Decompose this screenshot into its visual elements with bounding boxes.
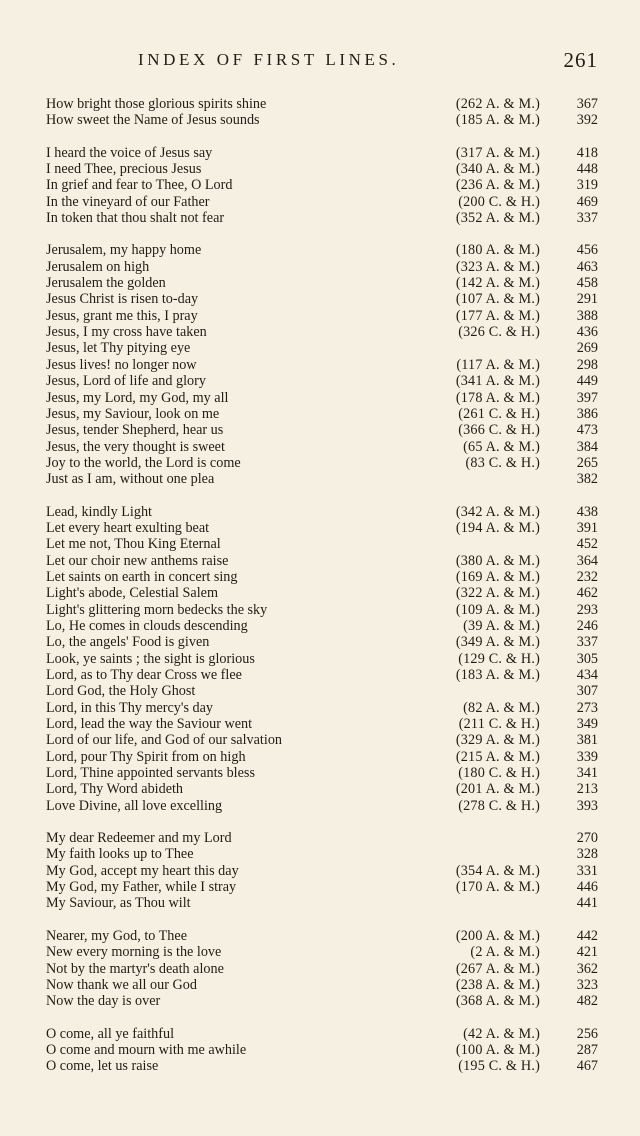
hymnal-reference: (354 A. & M.) [455, 862, 540, 879]
hymn-first-line: Jesus, I my cross have taken [46, 324, 207, 341]
index-entry [46, 602, 598, 618]
hymn-first-line: O come and mourn with me awhile [46, 1041, 247, 1058]
hymnal-reference: (323 A. & M.) [455, 258, 540, 275]
index-entry [46, 667, 598, 683]
hymnal-reference: (349 A. & M.) [455, 634, 540, 651]
hymn-first-line: Just as I am, without one plea [46, 471, 215, 488]
index-entry [46, 455, 598, 471]
letter-group [46, 145, 598, 227]
hymn-first-line: Lo, He comes in clouds descending [46, 617, 248, 634]
hymn-page-number: 270 [576, 830, 598, 847]
hymn-page-number: 434 [576, 667, 598, 683]
index-entry [46, 977, 598, 993]
index-entry [46, 210, 598, 226]
hymn-page-number: 246 [576, 617, 598, 634]
hymnal-reference: (2 A. & M.) [470, 944, 540, 961]
hymn-page-number: 381 [576, 732, 598, 749]
hymnal-reference: (180 C. & H.) [458, 765, 540, 782]
hymn-first-line: Jesus Christ is risen to-day [46, 291, 199, 308]
hymnal-reference: (185 A. & M.) [455, 112, 540, 129]
hymn-first-line: I heard the voice of Jesus say [46, 144, 213, 161]
hymn-first-line: Lord, in this Thy mercy's day [46, 699, 214, 716]
hymnal-reference: (201 A. & M.) [455, 781, 540, 798]
hymnal-reference: (107 A. & M.) [455, 291, 540, 308]
hymn-first-line: Jesus, Lord of life and glory [46, 373, 206, 390]
hymnal-reference: (169 A. & M.) [455, 568, 540, 585]
hymnal-reference: (177 A. & M.) [455, 307, 540, 324]
hymnal-reference: (109 A. & M.) [455, 601, 540, 618]
hymn-first-line: Let our choir new anthems raise [46, 552, 229, 569]
index-entry [46, 798, 598, 814]
hymn-first-line: Lord, Thy Word abideth [46, 781, 184, 798]
page-title: INDEX OF FIRST LINES. [138, 50, 400, 69]
hymn-page-number: 339 [576, 748, 598, 765]
hymn-first-line: I need Thee, precious Jesus [46, 161, 202, 178]
index-entry [46, 357, 598, 373]
hymn-page-number: 456 [576, 242, 598, 259]
index-entry [46, 683, 598, 699]
index-entry [46, 928, 598, 944]
index-entry [46, 879, 598, 895]
index-entry [46, 520, 598, 536]
letter-group [46, 1026, 598, 1075]
index-entry [46, 765, 598, 781]
hymnal-reference: (42 A. & M.) [463, 1025, 540, 1042]
hymn-first-line: Look, ye saints ; the sight is glorious [46, 650, 255, 667]
hymn-first-line: How bright those glorious spirits shine [46, 96, 267, 112]
hymnal-reference: (100 A. & M.) [455, 1041, 540, 1058]
hymn-first-line: My faith looks up to Thee [46, 846, 194, 863]
hymn-first-line: Not by the martyr's death alone [46, 960, 224, 977]
hymn-page-number: 293 [576, 601, 598, 618]
hymn-page-number: 391 [576, 519, 598, 536]
hymn-page-number: 446 [576, 879, 598, 896]
index-entries [46, 96, 598, 1091]
hymnal-reference: (326 C. & H.) [458, 324, 540, 341]
index-entry [46, 422, 598, 438]
index-entry [46, 161, 598, 177]
hymn-page-number: 341 [576, 765, 598, 782]
hymn-page-number: 362 [576, 960, 598, 977]
hymn-page-number: 421 [576, 944, 598, 961]
hymn-first-line: In grief and fear to Thee, O Lord [46, 177, 233, 194]
hymnal-reference: (65 A. & M.) [463, 438, 540, 455]
hymnal-reference: (180 A. & M.) [455, 242, 540, 259]
hymn-page-number: 337 [576, 210, 598, 227]
hymnal-reference: (380 A. & M.) [455, 552, 540, 569]
hymn-first-line: Jesus, my Lord, my God, my all [46, 389, 229, 406]
hymnal-reference: (200 A. & M.) [455, 927, 540, 944]
hymnal-reference: (261 C. & H.) [458, 405, 540, 422]
hymn-page-number: 393 [576, 797, 598, 814]
index-entry [46, 373, 598, 389]
hymnal-reference: (194 A. & M.) [455, 519, 540, 536]
index-entry [46, 96, 598, 112]
hymn-page-number: 307 [576, 683, 598, 700]
hymn-first-line: Jerusalem, my happy home [46, 242, 202, 259]
hymn-first-line: My Saviour, as Thou wilt [46, 895, 191, 912]
hymn-page-number: 441 [576, 895, 598, 912]
index-entry [46, 194, 598, 210]
hymn-page-number: 213 [576, 781, 598, 798]
hymnal-reference: (238 A. & M.) [455, 976, 540, 993]
hymn-page-number: 438 [576, 503, 598, 520]
hymn-page-number: 388 [576, 307, 598, 324]
index-entry [46, 993, 598, 1009]
hymn-page-number: 452 [576, 536, 598, 553]
hymn-page-number: 298 [576, 356, 598, 373]
hymnal-reference: (39 A. & M.) [463, 617, 540, 634]
index-entry [46, 439, 598, 455]
hymn-page-number: 287 [576, 1041, 598, 1058]
hymn-first-line: How sweet the Name of Jesus sounds [46, 112, 260, 129]
hymn-first-line: Jesus, tender Shepherd, hear us [46, 422, 224, 439]
hymn-page-number: 392 [576, 112, 598, 129]
index-entry [46, 275, 598, 291]
hymnal-reference: (340 A. & M.) [455, 161, 540, 178]
hymn-first-line: Light's glittering morn bedecks the sky [46, 601, 268, 618]
index-entry [46, 961, 598, 977]
hymn-page-number: 449 [576, 373, 598, 390]
index-entry [46, 634, 598, 650]
hymn-first-line: Nearer, my God, to Thee [46, 927, 187, 944]
hymn-page-number: 462 [576, 585, 598, 602]
hymnal-reference: (236 A. & M.) [455, 177, 540, 194]
hymn-page-number: 232 [576, 568, 598, 585]
hymn-page-number: 323 [576, 976, 598, 993]
hymn-page-number: 265 [576, 454, 598, 471]
index-entry [46, 846, 598, 862]
hymnal-reference: (142 A. & M.) [455, 275, 540, 292]
hymn-first-line: In token that thou shalt not fear [46, 210, 225, 227]
index-entry [46, 536, 598, 552]
hymn-page-number: 382 [576, 471, 598, 488]
hymn-first-line: Jesus, grant me this, I pray [46, 307, 198, 324]
hymn-page-number: 448 [576, 161, 598, 178]
index-entry [46, 895, 598, 911]
hymn-first-line: Lord, as to Thy dear Cross we flee [46, 667, 242, 683]
index-entry [46, 1058, 598, 1074]
index-entry [46, 112, 598, 128]
hymn-first-line: Lord God, the Holy Ghost [46, 683, 196, 700]
letter-group [46, 96, 598, 129]
hymnal-reference: (322 A. & M.) [455, 585, 540, 602]
hymnal-reference: (82 A. & M.) [463, 699, 540, 716]
index-entry [46, 651, 598, 667]
hymn-first-line: Now the day is over [46, 993, 161, 1010]
index-entry [46, 308, 598, 324]
hymnal-reference: (170 A. & M.) [455, 879, 540, 896]
running-header [0, 48, 640, 74]
hymn-first-line: Now thank we all our God [46, 976, 197, 993]
hymn-page-number: 364 [576, 552, 598, 569]
hymn-page-number: 458 [576, 275, 598, 292]
hymn-first-line: My God, my Father, while I stray [46, 879, 237, 896]
hymn-page-number: 482 [576, 993, 598, 1010]
hymn-page-number: 273 [576, 699, 598, 716]
hymn-first-line: Lord, Thine appointed servants bless [46, 765, 255, 782]
hymn-first-line: O come, all ye faithful [46, 1025, 175, 1042]
index-entry [46, 585, 598, 601]
hymn-page-number: 269 [576, 340, 598, 357]
index-entry [46, 145, 598, 161]
hymn-first-line: Let saints on earth in concert sing [46, 568, 238, 585]
hymn-page-number: 397 [576, 389, 598, 406]
hymnal-reference: (329 A. & M.) [455, 732, 540, 749]
index-entry [46, 291, 598, 307]
index-entry [46, 1026, 598, 1042]
hymnal-reference: (211 C. & H.) [458, 716, 540, 733]
hymn-first-line: Jesus, let Thy pitying eye [46, 340, 191, 357]
hymn-first-line: Lord, pour Thy Spirit from on high [46, 748, 246, 765]
hymn-page-number: 386 [576, 405, 598, 422]
index-entry [46, 553, 598, 569]
page-number: 261 [563, 48, 598, 72]
hymn-first-line: Jesus, my Saviour, look on me [46, 405, 220, 422]
hymnal-reference: (366 C. & H.) [458, 422, 540, 439]
index-entry [46, 324, 598, 340]
hymn-page-number: 349 [576, 716, 598, 733]
hymnal-reference: (117 A. & M.) [456, 356, 540, 373]
hymn-page-number: 463 [576, 258, 598, 275]
letter-group [46, 830, 598, 912]
hymn-page-number: 436 [576, 324, 598, 341]
hymn-first-line: Lord, lead the way the Saviour went [46, 716, 253, 733]
hymn-first-line: Lord of our life, and God of our salvation [46, 732, 283, 749]
hymnal-reference: (267 A. & M.) [455, 960, 540, 977]
hymn-page-number: 442 [576, 927, 598, 944]
hymnal-reference: (317 A. & M.) [455, 144, 540, 161]
hymn-page-number: 319 [576, 177, 598, 194]
hymn-page-number: 291 [576, 291, 598, 308]
index-entry [46, 569, 598, 585]
index-entry [46, 716, 598, 732]
hymnal-reference: (183 A. & M.) [455, 667, 540, 683]
index-entry [46, 242, 598, 258]
hymn-page-number: 467 [576, 1058, 598, 1075]
hymn-first-line: Lead, kindly Light [46, 503, 152, 520]
hymn-first-line: Joy to the world, the Lord is come [46, 454, 241, 471]
hymn-first-line: In the vineyard of our Father [46, 193, 210, 210]
index-entry [46, 863, 598, 879]
index-entry [46, 781, 598, 797]
hymn-first-line: My God, accept my heart this day [46, 862, 239, 879]
hymn-page-number: 384 [576, 438, 598, 455]
hymn-page-number: 331 [576, 862, 598, 879]
index-entry [46, 732, 598, 748]
hymn-page-number: 367 [576, 96, 598, 112]
hymnal-reference: (368 A. & M.) [455, 993, 540, 1010]
hymnal-reference: (178 A. & M.) [455, 389, 540, 406]
hymn-first-line: Jerusalem the golden [46, 275, 166, 292]
hymn-page-number: 473 [576, 422, 598, 439]
index-entry [46, 406, 598, 422]
hymn-first-line: Let every heart exulting beat [46, 519, 210, 536]
hymn-first-line: My dear Redeemer and my Lord [46, 830, 232, 847]
hymnal-reference: (83 C. & H.) [465, 454, 540, 471]
hymn-page-number: 469 [576, 193, 598, 210]
hymnal-reference: (341 A. & M.) [455, 373, 540, 390]
hymnal-reference: (215 A. & M.) [455, 748, 540, 765]
index-entry [46, 177, 598, 193]
index-entry [46, 830, 598, 846]
index-entry [46, 749, 598, 765]
hymn-first-line: O come, let us raise [46, 1058, 159, 1075]
hymn-first-line: Lo, the angels' Food is given [46, 634, 210, 651]
hymnal-reference: (200 C. & H.) [458, 193, 540, 210]
index-entry [46, 618, 598, 634]
hymn-page-number: 328 [576, 846, 598, 863]
letter-group [46, 504, 598, 815]
hymn-first-line: Let me not, Thou King Eternal [46, 536, 221, 553]
hymn-page-number: 256 [576, 1025, 598, 1042]
index-entry [46, 390, 598, 406]
index-entry [46, 471, 598, 487]
hymnal-reference: (278 C. & H.) [458, 797, 540, 814]
hymn-first-line: Jesus, the very thought is sweet [46, 438, 225, 455]
hymn-first-line: Light's abode, Celestial Salem [46, 585, 218, 602]
letter-group [46, 242, 598, 487]
hymnal-reference: (342 A. & M.) [455, 503, 540, 520]
hymn-first-line: Jerusalem on high [46, 258, 150, 275]
hymn-first-line: Jesus lives! no longer now [46, 356, 197, 373]
index-entry [46, 700, 598, 716]
hymn-page-number: 337 [576, 634, 598, 651]
hymn-page-number: 418 [576, 144, 598, 161]
hymnal-reference: (352 A. & M.) [455, 210, 540, 227]
hymn-first-line: Love Divine, all love excelling [46, 797, 223, 814]
letter-group [46, 928, 598, 1010]
hymn-page-number: 305 [576, 650, 598, 667]
hymn-first-line: New every morning is the love [46, 944, 222, 961]
index-entry [46, 340, 598, 356]
index-entry [46, 259, 598, 275]
index-entry [46, 504, 598, 520]
hymnal-reference: (195 C. & H.) [458, 1058, 540, 1075]
hymnal-reference: (262 A. & M.) [455, 96, 540, 112]
index-entry [46, 944, 598, 960]
index-entry [46, 1042, 598, 1058]
hymnal-reference: (129 C. & H.) [458, 650, 540, 667]
